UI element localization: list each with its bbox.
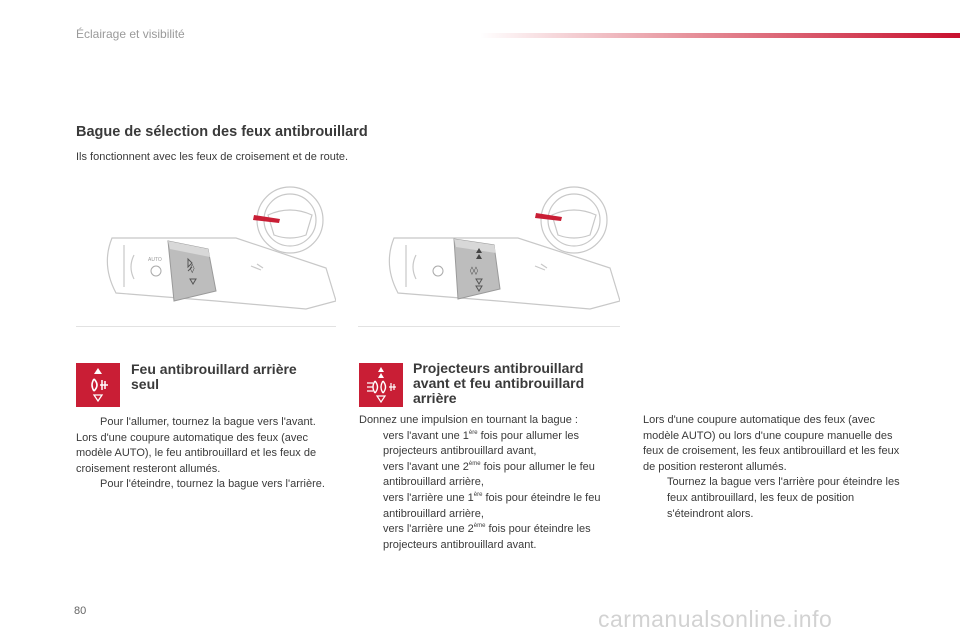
chapter-title: Éclairage et visibilité <box>76 27 185 41</box>
list-item-text-end: fois pour allumer le feu antibrouillard arrière, <box>383 460 595 489</box>
list-item-text-start: vers l'arrière une 2 <box>383 523 474 536</box>
rear-fog-title-line-2: seul <box>131 376 160 392</box>
list-item-text-end: fois pour allumer les projecteurs antibrouillard avant, <box>383 429 580 458</box>
third-column-text <box>643 413 913 522</box>
front-rear-fog-light-icon <box>359 363 403 407</box>
list-item <box>359 522 623 553</box>
front-rear-fog-text <box>359 413 623 553</box>
front-rear-fog-title-line-3: arrière <box>413 390 457 406</box>
ordinal-suffix: ère <box>468 429 478 436</box>
svg-text:◊: ◊ <box>190 264 195 274</box>
watermark: carmanualsonline.info <box>598 606 833 632</box>
ordinal-suffix: ème <box>473 523 486 530</box>
front-rear-fog-title <box>413 361 584 406</box>
list-item-text: Pour l'éteindre, tournez la bague vers l'arrière. <box>100 478 325 491</box>
ring-label-auto: AUTO <box>148 257 162 263</box>
list-item <box>359 460 623 491</box>
rear-fog-text <box>76 415 338 493</box>
chapter-accent-bar <box>480 33 960 38</box>
list-item-text: Tournez la bague vers l'arrière pour éteindre les feux antibrouillard, les feux de position s'éteindront alors. <box>667 476 900 520</box>
list-item <box>359 491 623 522</box>
ordinal-suffix: ème <box>468 460 481 467</box>
list-item-text: Pour l'allumer, tournez la bague vers l'avant. <box>100 416 316 428</box>
list-item-text-start: vers l'avant une 1 <box>383 429 469 442</box>
list-item <box>76 415 338 431</box>
paragraph: Lors d'une coupure automatique des feux (avec modèle AUTO), le feu antibrouillard et les feux de croisement resteront allumés. <box>76 431 317 475</box>
list-item-text-end: fois pour éteindre les projecteurs antibrouillard avant. <box>383 523 591 551</box>
page-number: 80 <box>74 605 87 617</box>
rear-fog-title-line-1: Feu antibrouillard arrière <box>131 361 297 377</box>
svg-text:◊◊: ◊◊ <box>470 266 478 275</box>
rear-fog-title <box>131 362 297 392</box>
section-intro: Ils fonctionnent avec les feux de croisement et de route. <box>76 151 349 163</box>
list-item-text-end: fois pour éteindre le feu antibrouillard arrière, <box>383 491 601 520</box>
rear-fog-light-icon <box>76 363 120 407</box>
front-rear-fog-title-line-1: Projecteurs antibrouillard <box>413 360 584 376</box>
front-rear-fog-title-line-2: avant et feu antibrouillard <box>413 375 585 391</box>
list-item-text-start: vers l'arrière une 1 <box>383 491 474 504</box>
ordinal-suffix: ère <box>473 491 483 498</box>
list-item <box>76 477 338 493</box>
list-item <box>643 475 913 522</box>
paragraph: Lors d'une coupure automatique des feux (avec modèle AUTO) ou lors d'une coupure manuelle des feux de croisement, les feux antibrouillard et les feux de position resteront allumés. <box>643 414 900 473</box>
list-item <box>359 429 623 460</box>
paragraph: Donnez une impulsion en tournant la bague : <box>359 414 578 426</box>
section-title: Bague de sélection des feux antibrouillard <box>76 124 368 140</box>
stalk-illustration-rear <box>76 183 336 327</box>
rear-fog-icon-box <box>76 363 120 407</box>
front-rear-fog-icon-box <box>359 363 403 407</box>
stalk-illustration-front-rear <box>358 183 620 327</box>
list-item-text-start: vers l'avant une 2 <box>383 460 469 473</box>
